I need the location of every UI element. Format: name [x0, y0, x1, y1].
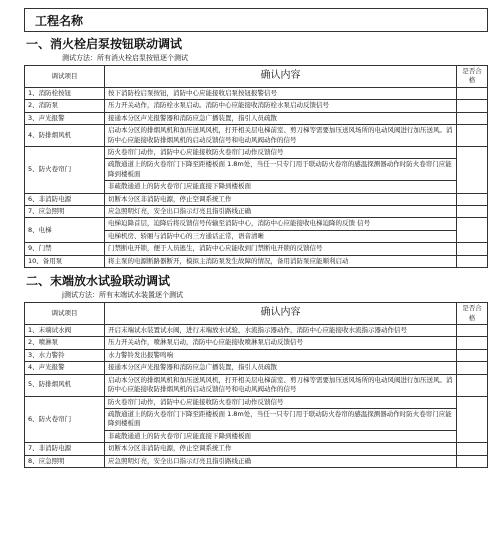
- header-confirm: 确认内容: [105, 303, 457, 325]
- row-pass-check[interactable]: [457, 325, 488, 337]
- row-content-part: 电梯迫降首层，迫降后将反馈信号传输至消防中心，消防中心应能接收电梯迫降的反馈 信号: [105, 218, 456, 230]
- section1-table: [24, 65, 488, 268]
- row-content: 应急照明灯亮，安全出口指示灯亮且指引路线正确: [105, 455, 457, 467]
- row-pass-check[interactable]: [457, 218, 488, 243]
- table-row: [25, 218, 488, 243]
- table-row: [25, 396, 488, 443]
- table-row: [25, 112, 488, 124]
- row-content: 切断本分区非消防电源，停止空调系统工作: [105, 193, 457, 205]
- table-row: [25, 255, 488, 267]
- row-pass-check[interactable]: [457, 349, 488, 361]
- row-pass-check[interactable]: [457, 255, 488, 267]
- row-item: 6、防火卷帘门: [25, 396, 105, 443]
- row-content: 切断本分区非消防电源，停止空调系统工作: [105, 443, 457, 455]
- row-item: 5、防排烟风机: [25, 374, 105, 396]
- row-item: 7、应急照明: [25, 206, 105, 218]
- row-content-part: 疏散通道上的防火卷帘门下降至距楼板面 1.8m处，当任一只专门用于联动防火卷帘的感温探测器动作时防火卷帘门应能降到楼板面: [105, 159, 456, 181]
- section1-title: 一、消火栓启泵按钮联动调试: [26, 37, 183, 51]
- table-row: [25, 362, 488, 374]
- table-row: [25, 349, 488, 361]
- row-item: 9、门禁: [25, 243, 105, 255]
- row-item: 8、电梯: [25, 218, 105, 243]
- table-row: [25, 206, 488, 218]
- row-content-part: 防火卷帘门动作，消防中心应能接收防火卷帘门动作反馈信号: [105, 397, 456, 409]
- row-pass-check[interactable]: [457, 125, 488, 147]
- table-row: [25, 455, 488, 467]
- row-content-part: 电梯机房、轿厢与消防中心的三方通话正常，语音清晰: [108, 231, 264, 240]
- row-pass-check[interactable]: [457, 193, 488, 205]
- row-content-part: 防火卷帘门动作，消防中心应能接收防火卷帘门动作反馈信号: [105, 147, 456, 159]
- row-pass-check[interactable]: [457, 374, 488, 396]
- row-item: 10、备用泵: [25, 255, 105, 267]
- section2-table-body: [25, 325, 488, 468]
- table-row: [25, 325, 488, 337]
- row-content-part: 疏散通道上的防火卷帘门下降至距楼板面 1.8m处，当任一只专门用于联动防火卷帘的感温探测器动作时防火卷帘门应能降到楼板面: [105, 409, 456, 431]
- section2-table: [24, 302, 488, 468]
- row-content-part: 非疏散通道上的防火卷帘门应能直接下降到楼板面: [108, 182, 251, 191]
- row-item: 3、水力警铃: [25, 349, 105, 361]
- table-row: [25, 100, 488, 112]
- row-item: 3、声光报警: [25, 112, 105, 124]
- table-row: [25, 87, 488, 99]
- row-item: 4、声光报警: [25, 362, 105, 374]
- table-row: [25, 443, 488, 455]
- table-row: [25, 193, 488, 205]
- row-pass-check[interactable]: [457, 455, 488, 467]
- row-item: 7、非消防电源: [25, 443, 105, 455]
- table-row: [25, 243, 488, 255]
- row-content: 水力警铃发出报警鸣响: [105, 349, 457, 361]
- row-content-part: 非疏散通道上的防火卷帘门应能直接下降到楼板面: [108, 431, 251, 440]
- row-item: 5、防火卷帘门: [25, 146, 105, 193]
- row-pass-check[interactable]: [457, 146, 488, 193]
- section2-method: j测试方法：所有末端试水装置逐个测试: [62, 291, 183, 300]
- table-header-row: [25, 303, 488, 325]
- row-pass-check[interactable]: [457, 243, 488, 255]
- row-content-multi: [105, 146, 457, 193]
- row-content-multi: [105, 218, 457, 243]
- section1-method: 测试方法：所有消火栓启泵按钮逐个测试: [62, 54, 188, 62]
- row-content: 启动本分区的排烟风机和加压送风风机，打开相关层电梯前室、剪刀梯等需要加压送风场所的电动风阀进行加压送风。消防中心应能接收防排烟风机的启动反馈信号和电动风阀动作的信号: [105, 374, 457, 396]
- row-pass-check[interactable]: [457, 112, 488, 124]
- row-content: 按下消防栓启泵按钮，消防中心应能接收启泵按钮报警信号: [105, 87, 457, 99]
- table-row: [25, 125, 488, 147]
- row-content-multi: [105, 396, 457, 443]
- row-content: 压力开关动作，消防栓水泵启动。消防中心应能接收消防栓水泵启动反馈信号: [105, 100, 457, 112]
- row-pass-check[interactable]: [457, 100, 488, 112]
- table-header-row: [25, 66, 488, 88]
- row-item: 1、末端试水阀: [25, 325, 105, 337]
- row-item: 8、应急照明: [25, 455, 105, 467]
- row-content: 接通本分区声光报警器和消防应急广播装置，指引人员疏散: [105, 112, 457, 124]
- row-content: 将主泵的电源断路器断开，模拟主消防泵发生故障的情况，备用消防泵应能顺利启动: [105, 255, 457, 267]
- row-pass-check[interactable]: [457, 87, 488, 99]
- row-item: 6、非消防电源: [25, 193, 105, 205]
- row-item: 2、消防泵: [25, 100, 105, 112]
- row-content: 应急照明灯亮，安全出口指示灯亮且指引路线正确: [105, 206, 457, 218]
- row-item: 2、喷淋泵: [25, 337, 105, 349]
- row-content: 接通本分区声光报警器和消防应急广播装置，指引人员疏散: [105, 362, 457, 374]
- row-item: 1、消防栓按钮: [25, 87, 105, 99]
- section1-table-body: [25, 87, 488, 267]
- row-content: 门禁断电开锁，便于人员逃生，消防中心应能收到门禁断电开锁的反馈信号: [105, 243, 457, 255]
- header-item: 调试项目: [25, 66, 105, 88]
- row-pass-check[interactable]: [457, 443, 488, 455]
- project-name-box: [24, 8, 488, 32]
- header-confirm: 确认内容: [105, 66, 457, 88]
- table-row: [25, 146, 488, 193]
- section2-title: 二、末端放水试验联动调试: [26, 274, 171, 289]
- row-pass-check[interactable]: [457, 206, 488, 218]
- row-content: 开启末端试水装置试水阀，进行末端放水试验，水流指示器动作，消防中心应能接收水流指示器动作信号: [105, 325, 457, 337]
- row-content: 启动本分区的排烟风机和加压送风风机，打开相关层电梯前室、剪刀梯等需要加压送风场所的电动风阀进行加压送风。消防中心应能接收防排烟风机的启动反馈信号和电动风阀动作的信号: [105, 125, 457, 147]
- project-name-label: 工程名称: [35, 13, 84, 28]
- row-item: 4、防排烟风机: [25, 125, 105, 147]
- header-ok: 是否合格: [457, 66, 488, 88]
- row-pass-check[interactable]: [457, 362, 488, 374]
- row-pass-check[interactable]: [457, 337, 488, 349]
- table-row: [25, 374, 488, 396]
- row-content: 压力开关动作，喷淋泵启动，消防中心应能接收喷淋泵启动反馈信号: [105, 337, 457, 349]
- row-pass-check[interactable]: [457, 396, 488, 443]
- header-ok: 是否合格: [457, 303, 488, 325]
- header-item: 调试项目: [25, 303, 105, 325]
- table-row: [25, 337, 488, 349]
